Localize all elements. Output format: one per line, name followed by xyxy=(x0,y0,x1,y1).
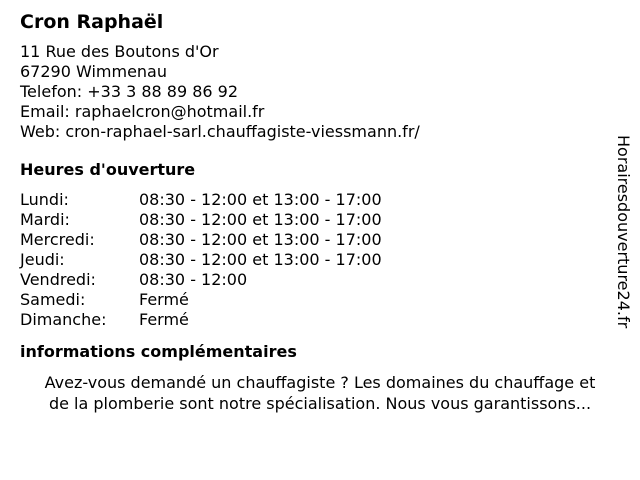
web-line: Web: cron-raphael-sarl.chauffagiste-viessmann.fr/ xyxy=(20,122,420,141)
hours-value: 08:30 - 12:00 et 13:00 - 17:00 xyxy=(139,210,382,229)
hours-row-tuesday xyxy=(20,210,620,230)
hours-day-label: Dimanche: xyxy=(20,310,107,329)
email-line: Email: raphaelcron@hotmail.fr xyxy=(20,102,265,121)
hours-value: 08:30 - 12:00 xyxy=(139,270,248,289)
opening-hours-title: Heures d'ouverture xyxy=(20,160,196,179)
hours-value: Fermé xyxy=(139,310,189,329)
hours-day-label: Lundi: xyxy=(20,190,69,209)
business-card xyxy=(20,10,620,414)
hours-row-friday xyxy=(20,270,620,290)
phone-line: Telefon: +33 3 88 89 86 92 xyxy=(20,82,239,101)
site-watermark: Horairesdouverture24.fr xyxy=(614,135,633,329)
info-line-1: Avez-vous demandé un chauffagiste ? Les domaines du chauffage et xyxy=(44,373,596,392)
hours-day-label: Samedi: xyxy=(20,290,86,309)
info-line-2: de la plomberie sont notre spécialisation. Nous vous garantissons... xyxy=(48,394,592,413)
hours-day-label: Mardi: xyxy=(20,210,70,229)
opening-hours-table xyxy=(20,190,620,330)
hours-row-wednesday xyxy=(20,230,620,250)
hours-value: Fermé xyxy=(139,290,189,309)
address-city: 67290 Wimmenau xyxy=(20,62,167,81)
hours-value: 08:30 - 12:00 et 13:00 - 17:00 xyxy=(139,190,382,209)
hours-day-label: Vendredi: xyxy=(20,270,96,289)
hours-day-label: Jeudi: xyxy=(20,250,65,269)
hours-row-saturday xyxy=(20,290,620,310)
hours-value: 08:30 - 12:00 et 13:00 - 17:00 xyxy=(139,230,382,249)
address-street: 11 Rue des Boutons d'Or xyxy=(20,42,219,61)
hours-row-monday xyxy=(20,190,620,210)
hours-row-thursday xyxy=(20,250,620,270)
additional-info-title: informations complémentaires xyxy=(20,342,297,361)
business-name: Cron Raphaël xyxy=(20,11,164,33)
hours-value: 08:30 - 12:00 et 13:00 - 17:00 xyxy=(139,250,382,269)
hours-day-label: Mercredi: xyxy=(20,230,95,249)
hours-row-sunday xyxy=(20,310,620,330)
additional-info-text xyxy=(20,372,620,414)
